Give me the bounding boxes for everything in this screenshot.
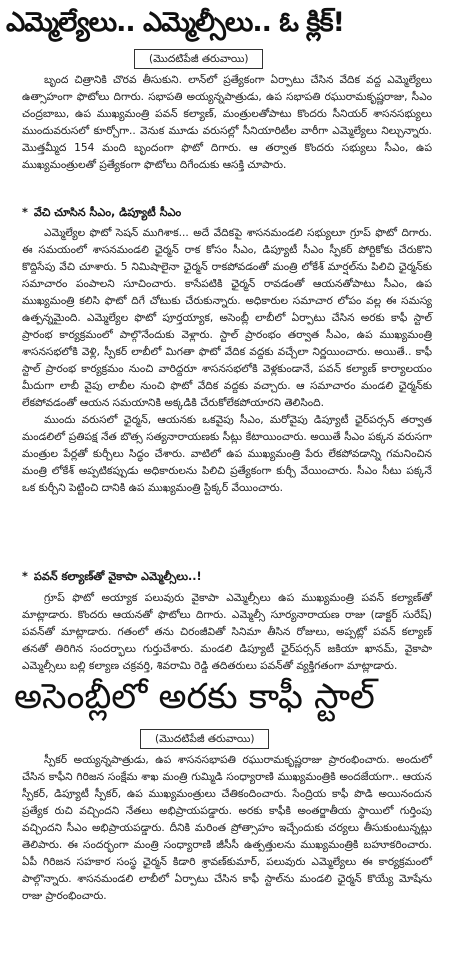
continued-from-front-page-label: (మొదటిపేజీ తరువాయి) [134,49,263,69]
bullet-icon: * [22,570,28,583]
headline-mla-mlc-photo: ఎమ్మెల్యేలు.. ఎమ్మెల్సీలు.. ఓ క్లిక్! [6,7,344,38]
subheading-pawan-with-ycp-mlcs [22,570,202,586]
article-body-coffee-stall [22,752,432,905]
paragraph: గ్రూప్ ఫొటో అయ్యాక పలువురు వైకాపా ఎమ్మెల్సీలు ఉప ముఖ్యమంత్రి పవన్ కల్యాణ్‌తో మాట్లాడారు. కొందరు ఆయనతో ఫొటోలు దిగారు. ఎమ్మెల్సీ సూర్యనారాయణ రాజు (డాక్టర్ సురేష్) పవన్‌తో మాట్లాడారు. గతంలో తను చిరంజీవితో సినిమా తీసిన రోజులు, అప్పట్లో పవన్ కల్యాణ్ తనతో తిరిగిన సందర్భాలు గుర్తుచేశారు. మండలి డిప్యూటీ ఛైర్‌పర్సన్ జకియా ఖానమ్, వైకాపా ఎమ్మెల్సీలు బల్లి కల్యాణ చక్రవర్తి, శివరామి రెడ్డి తదితరులు పవన్‌తో వ్యక్తిగతంగా మాట్లాడారు. [22,592,432,672]
paragraph: ఎమ్మెల్యేల ఫొటో సెషన్ ముగిశాక... అదే వేదికపై శాసనమండలి సభ్యులూ గ్రూప్ ఫొటో దిగారు. ఈ సమయంలో శాసనమండలి ఛైర్మన్ రాక కోసం సీఎం, డిప్యూటీ సీఎం స్పీకర్ పోర్టికోకు చేరుకొని కొద్దిసేపు వేచి చూశారు. 5 నిమిషాలైనా ఛైర్మన్ రాకపోవడంతో మంత్రి లోకేశ్ మార్షల్‌ను పిలిచి ఛైర్మన్‌కు సమాచారం పంపాలని సూచించారు. కాసేపటికి ఛైర్మన్ రావడంతో ఆయనతోపాటు సీఎం, ఉప ముఖ్యమంత్రి కలిసి ఫొటో దిగే చోటుకు చేరుకున్నారు. అధికారుల సమాచార లోపం వల్ల ఈ సమస్య ఉత్పన్నమైంది. ఎమ్మెల్యేల ఫొటో పూర్తయ్యాక, అసెంబ్లీ లాబీలో ఏర్పాటు చేసిన అరకు కాఫీ స్టాల్ ప్రారంభ కార్యక్రమంలో పాల్గొనేందుకు వెళ్లారు. స్టాల్ ప్రారంభం తర్వాత సీఎం, ఉప ముఖ్యమంత్రి శాసనసభలోకి వెళ్లి, స్పీకర్ లాబీలో మిగతా ఫొటో వేదిక వద్దకు వచ్చేలా నిర్ణయించారు. అయితే.. కాఫీ స్టాల్ ప్రారంభ కార్యక్రమం నుంచి వారిద్దరూ శాసనసభలోకి వెళ్లకుండానే, పవన్ కల్యాణ్ కార్యాలయం మీదుగా లాబీ వైపు లాబీల నుంచి ఫొటో వేదిక వద్దకు వచ్చారు. ఆ సమాచారం మండలి ఛైర్మన్‌కు లేకపోవడంతో ఆయన సమయానికి అక్కడికి చేరుకోలేకపోయారని తెలిసింది. [22,227,432,409]
article-body-pawan-mlcs [22,590,432,675]
article-body-cm-waited [22,225,432,497]
continued-from-front-page-label: (మొదటిపేజీ తరువాయి) [140,729,269,749]
article-body-intro [22,72,432,174]
paragraph: బృంద చిత్రానికి చొరవ తీసుకుని. లాన్‌లో ప్రత్యేకంగా ఏర్పాటు చేసిన వేదిక వద్ద ఎమ్మెల్యేలు ఉత్సాహంగా ఫొటోలు దిగారు. సభాపతి అయ్యన్నపాత్రుడు, ఉప సభాపతి రఘురామకృష్ణరాజు, సీఎం చంద్రబాబు, ఉప ముఖ్యమంత్రి పవన్ కల్యాణ్, మంత్రులతోపాటు కొందరు సీనియర్ శాసనసభ్యులు ముందువరుసలో కూర్చోగా.. వెనుక మూడు వరుసల్లో సీనియారిటీల వారీగా ఎమ్మెల్యేలు నిల్చున్నారు. మొత్తమ్మీద 154 మంది బృందంగా ఫొటో దిగారు. ఆ తర్వాత కొందరు సభ్యులు సీఎం, ఉప ముఖ్యమంత్రులతో ప్రత్యేకంగా ఫొటోలు దిగేందుకు ఆసక్తి చూపారు. [22,74,433,171]
paragraph: ముందు వరుసలో ఛైర్మన్, ఆయనకు ఒకవైపు సీఎం, మరోవైపు డిప్యూటీ ఛైర్‌పర్సన్ తర్వాత మండలిలో ప్రతిపక్ష నేత బొత్స సత్యనారాయణకు సీట్లు కేటాయించారు. అయితే సీఎం పక్కన వరుసగా మంత్రుల పేర్లతో కుర్చీలు సిద్ధం చేశారు. వాటిలో ఉప ముఖ్యమంత్రి పేరు లేకపోవడాన్ని గమనించిన మంత్రి లోకేశ్ అప్పటికప్పుడు అధికారులను పిలిచి ప్రత్యేకంగా కుర్చీ వేయించారు. సీఎం సీటు పక్కనే ఒక కుర్చీని పెట్టించి దానికి ఉప ముఖ్యమంత్రి స్టిక్కర్ వేయించారు. [22,414,432,494]
bullet-icon: * [22,206,28,219]
paragraph: స్పీకర్ అయ్యన్నపాత్రుడు, ఉప శాసనసభాపతి రఘురామకృష్ణరాజు ప్రారంభించారు. అందులో చేసిన కాఫీని గిరిజన సంక్షేమ శాఖ మంత్రి గుమ్మిడి సంధ్యారాణి ముఖ్యమంత్రికి అందజేయగా.. ఆయన స్పీకర్, డిప్యూటీ స్పీకర్, ఉప ముఖ్యమంత్రులు చేతికందించారు. సేంద్రియ కాఫీ పొడి అయినందున ప్రత్యేక రుచి వచ్చిందని నేతలు అభిప్రాయపడ్డారు. అరకు కాఫీకి అంతర్జాతీయ స్థాయిలో గుర్తింపు వచ్చిందని సీఎం అభిప్రాయపడ్డారు. దీనికి మరింత ప్రోత్సాహం ఇచ్చేందుకు చర్యలు తీసుకుంటున్నట్లు తెలిపారు. ఈ సందర్భంగా మంత్రి సంధ్యారాణి జీసీసీ ఉత్పత్తులను ముఖ్యమంత్రికి బహూకరించారు. ఏపీ గిరిజన సహకార సంస్థ ఛైర్మన్ కిడారి శ్రావణ్‌కుమార్, పలువురు ఎమ్మెల్యేలు ఈ కార్యక్రమంలో పాల్గొన్నారు. శాసనమండలి లాబీలో ఏర్పాటు చేసిన కాఫీ స్టాల్‌ను మండలి ఛైర్మన్ కొయ్యే మోషేను రాజు ప్రారంభించారు. [22,754,432,902]
subheading-cm-waited [22,206,181,222]
subheading-text: వేచి చూసిన సీఎం, డిప్యూటీ సీఎం [33,206,182,219]
subheading-text: పవన్ కల్యాణ్‌తో వైకాపా ఎమ్మెల్సీలు..! [33,570,202,583]
headline-araku-coffee-stall: అసెంబ్లీలో అరకు కాఫీ స్టాల్ [14,677,375,717]
